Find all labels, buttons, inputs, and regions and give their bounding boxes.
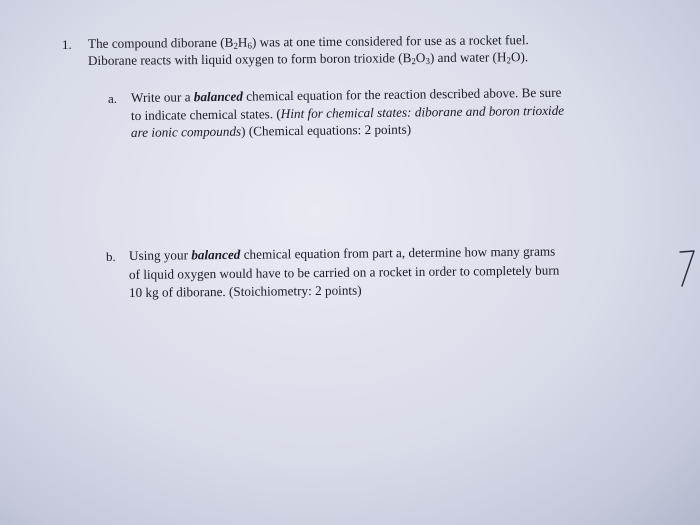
handwritten-mark-icon bbox=[676, 250, 698, 290]
part-a-line-2: to indicate chemical states. (Hint for chemical states: diborane and boron trioxide bbox=[130, 102, 565, 123]
problem-intro-line-2: Diborane reacts with liquid oxygen to form boron trioxide $(B_2O_3)$ and water $(H_2O)$. bbox=[87, 49, 529, 68]
part-b-line-2: of liquid oxygen would have to be carried on a rocket in order to completely burn bbox=[128, 262, 560, 282]
part-a-line-1: Write our a balanced chemical equation for the reaction described above. Be sure bbox=[130, 84, 562, 105]
part-a-label: a. bbox=[108, 91, 118, 106]
part-b-label: b. bbox=[106, 249, 116, 264]
problem-intro-line-1: The compound diborane $(B_2H_6)$ was at one time considered for use as a rocket fuel. bbox=[87, 32, 529, 51]
part-b-line-3: 10 kg of diborane. (Stoichiometry: 2 points) bbox=[128, 282, 362, 300]
part-b-line-1: Using your balanced chemical equation from part a, determine how many grams bbox=[128, 243, 556, 263]
part-a-line-3: are ionic compounds) (Chemical equations: 2 points) bbox=[130, 121, 412, 140]
problem-number: 1. bbox=[62, 37, 72, 52]
